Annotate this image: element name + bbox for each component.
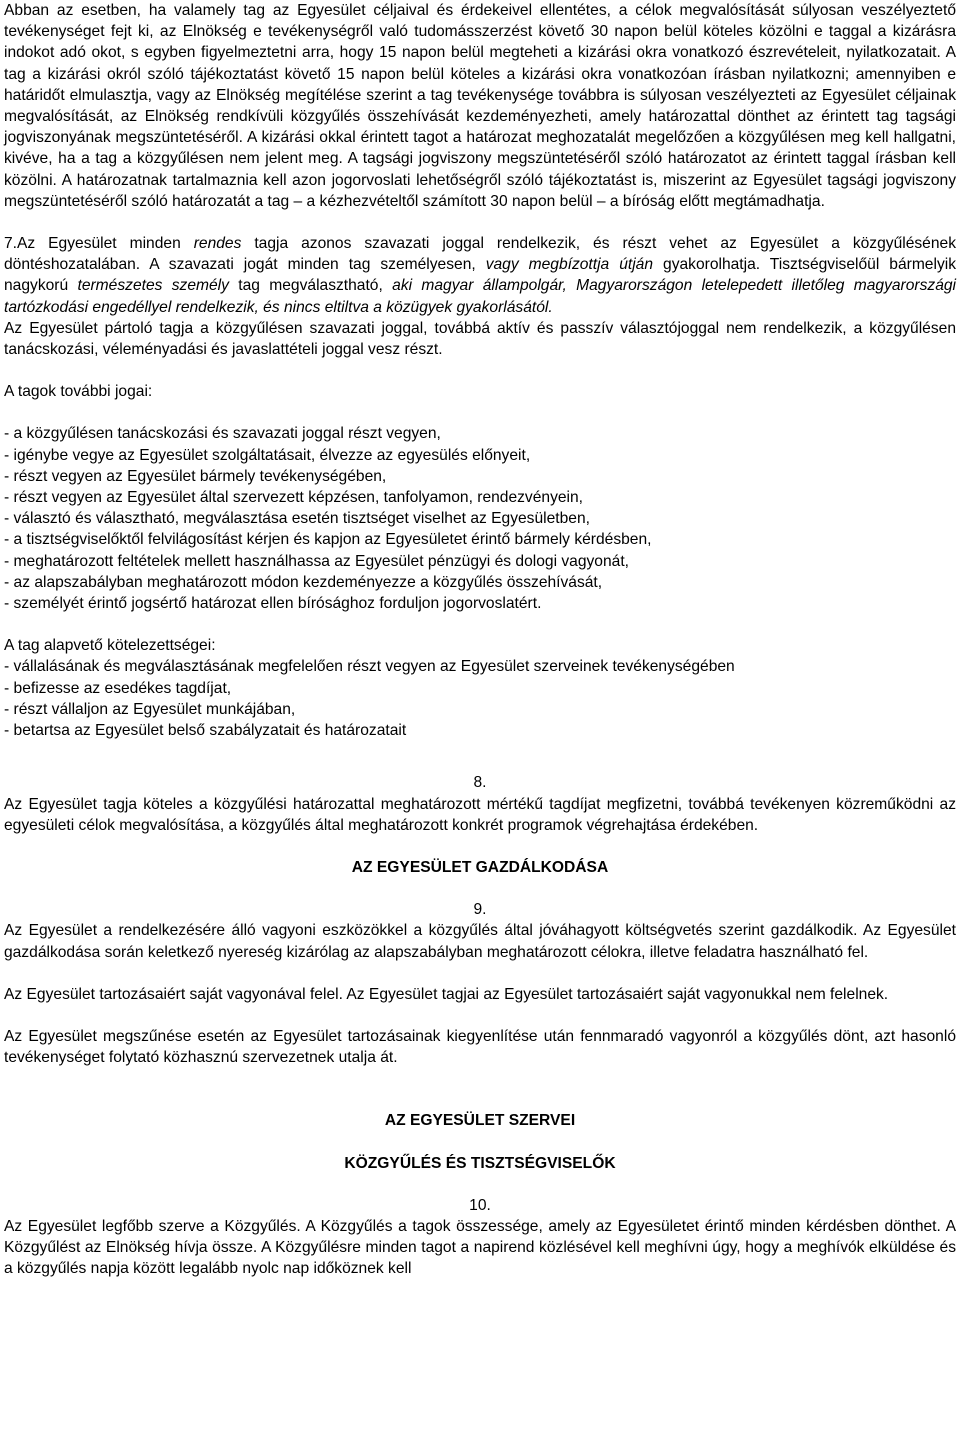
spacer [4,1132,956,1153]
supporting-member-paragraph: Az Egyesület pártoló tagja a közgyűlésen szavazati joggal, továbbá aktív és passzív választójoggal nem rendelkezik, a közgyűlésen tanácskozási, véleményadási és javaslattételi joggal vesz részt. [4,319,956,359]
list-item: - az alapszabályban meghatározott módon kezdeményezze a közgyűlés összehívását, [4,573,603,591]
spacer [4,614,956,635]
rights-list [4,423,956,614]
spacer [4,762,956,772]
duties-list [4,656,956,741]
section-7-text-1: 7.Az Egyesület minden [4,235,194,253]
section-7-italic-termeszetes: természetes személy [77,277,229,295]
spacer [4,212,956,233]
spacer [4,878,956,899]
spacer [4,402,956,423]
rights-title: A tagok további jogai: [4,383,153,401]
section-9-paragraph-1: Az Egyesület a rendelkezésére álló vagyoni eszközökkel a közgyűlés által jóváhagyott költségvetés szerint gazdálkodik. Az Egyesület gazdálkodása során keletkező nyereség kizárólag az alapszabályban meghatározott célokra, illetve feladatra használható fel. [4,922,956,961]
list-item: - befizesse az esedékes tagdíjat, [4,679,232,697]
section-7-italic-rendes: rendes [193,235,242,253]
list-item: - meghatározott feltételek mellett használhassa az Egyesület pénzügyi és dologi vagyonát, [4,552,629,570]
list-item: - részt vegyen az Egyesület bármely tevékenységében, [4,467,387,485]
heading-gazdalkodas: AZ EGYESÜLET GAZDÁLKODÁSA [351,858,609,876]
section-7-text-5: gyakorolhatja. Tisztségviselőül bármelyik nagykorú [4,256,957,295]
spacer [4,1089,956,1110]
exclusion-paragraph: Abban az esetben, ha valamely tag az Egyesület céljaival és érdekeivel ellentétes, a célok megvalósítását súlyosan veszélyeztető tevékenységet fejt ki, az Elnökség e tevékenységről való tudomásszerzést követő 30 napon belül köteles közölni e taggal a kizárásra indokot adó okot, s egyben figyelmeztetni arra, hogy 15 napon belül megteheti a kizárási okra vonatkozó észrevételeit, nyilatkozatait. A tag a kizárási okról szóló tájékoztatást követő 15 napon belül köteles a kizárási okra vonatkozóan írásban nyilatkozni; amennyiben e határidőt elmulasztja, vagy az Elnökség megítélése szerint a tag tevékenysége továbbra is súlyosan veszélyezteti az Egyesület céljainak megvalósítását, az Elnökség rendkívüli közgyűlés összehívását kezdeményezheti, amely határozattal dönthet az érintett tag tagsági jogviszonyának megszüntetéséről. A kizárási okkal érintett tagot a határozat meghozatalát megelőzően a közgyűlésen meg kell hallgatni, kivéve, ha a tag a közgyűlésen nem jelent meg. A tagsági jogviszony megszüntetéséről szóló határozatot az érintett taggal írásban kell közölni. A határozatnak tartalmaznia kell azon jogorvoslati lehetőségről szóló tájékoztatást is, miszerint az Egyesület tagsági jogviszony megszüntetéséről szóló határozatát a tag – a kézhezvételtől számított 30 napon belül – a bíróság előtt megtámadhatja. [4,2,956,210]
section-7-text-3: tagja azonos szavazati joggal rendelkezik, és részt vehet az Egyesület a közgyűlésének döntéshozatalában. A szavazati jogát minden tag személyesen, [4,235,956,274]
heading-szervei: AZ EGYESÜLET SZERVEI [384,1112,576,1130]
spacer [4,1005,956,1026]
section-7-italic-allampolgar: aki magyar állampolgár, Magyarországon letelepedett illetőleg magyarországi tartózkodási engedéllyel rendelkezik, és nincs eltiltva a közügyek gyakorlásától. [4,277,957,316]
section-7-text-7: tag megválasztható, [228,277,393,295]
list-item: - részt vállaljon az Egyesület munkájában, [4,700,296,718]
heading-kozgyules: KÖZGYŰLÉS ÉS TISZTSÉGVISELŐK [344,1154,616,1172]
list-item: - a közgyűlésen tanácskozási és szavazati joggal részt vegyen, [4,425,441,443]
spacer [4,1174,956,1195]
section-10-number: 10. [469,1196,491,1214]
section-7-paragraph [4,233,956,318]
section-9-paragraph-2: Az Egyesület tartozásaiért saját vagyonával felel. Az Egyesület tagjai az Egyesület tartozásaiért saját vagyonukkal nem felelnek. [4,985,889,1003]
list-item: - a tisztségviselőktől felvilágosítást kérjen és kapjon az Egyesületet érintő bármely kérdésben, [4,531,652,549]
section-8-paragraph: Az Egyesület tagja köteles a közgyűlési határozattal meghatározott mértékű tagdíjat megfizetni, továbbá tevékenyen közreműködni az egyesületi célok megvalósítása, a közgyűlés által meghatározott konkrét programok végrehajtása érdekében. [4,795,956,834]
list-item: - igénybe vegye az Egyesület szolgáltatásait, élvezze az egyesülés előnyeit, [4,446,531,464]
section-9-paragraph-3: Az Egyesület megszűnése esetén az Egyesület tartozásainak kiegyenlítése után fennmaradó vagyonról a közgyűlés dönt, azt hasonló tevékenységet folytató közhasznú szervezetnek utalja át. [4,1027,956,1067]
list-item: - személyét érintő jogsértő határozat ellen bírósághoz forduljon jogorvoslatért. [4,595,542,613]
list-item: - vállalásának és megválasztásának megfelelően részt vegyen az Egyesület szerveinek tevékenységében [4,658,735,676]
list-item: - betartsa az Egyesület belső szabályzatait és határozatait [4,722,407,740]
list-item: - részt vegyen az Egyesület által szervezett képzésen, tanfolyamon, rendezvényein, [4,489,584,507]
section-9-number: 9. [473,901,487,919]
spacer [4,836,956,857]
spacer [4,741,956,762]
section-10-paragraph: Az Egyesület legfőbb szerve a Közgyűlés. A Közgyűlés a tagok összessége, amely az Egyesületet érintő minden kérdésben dönthet. A Közgyűlést az Elnökség hívja össze. A Közgyűlésre minden tagot a napirend közlésével kell meghívni úgy, hogy a meghívók elküldése és a közgyűlés napja között legalább nyolc nap időköznek kell [4,1217,956,1278]
spacer [4,1068,956,1089]
duties-title: A tag alapvető kötelezettségei: [4,637,216,655]
section-8-number: 8. [473,774,487,792]
list-item: - választó és választható, megválasztása esetén tisztséget viselhet az Egyesületben, [4,510,590,528]
spacer [4,963,956,984]
section-7-italic-megbizott: vagy megbízottja útján [485,256,654,274]
spacer [4,360,956,381]
